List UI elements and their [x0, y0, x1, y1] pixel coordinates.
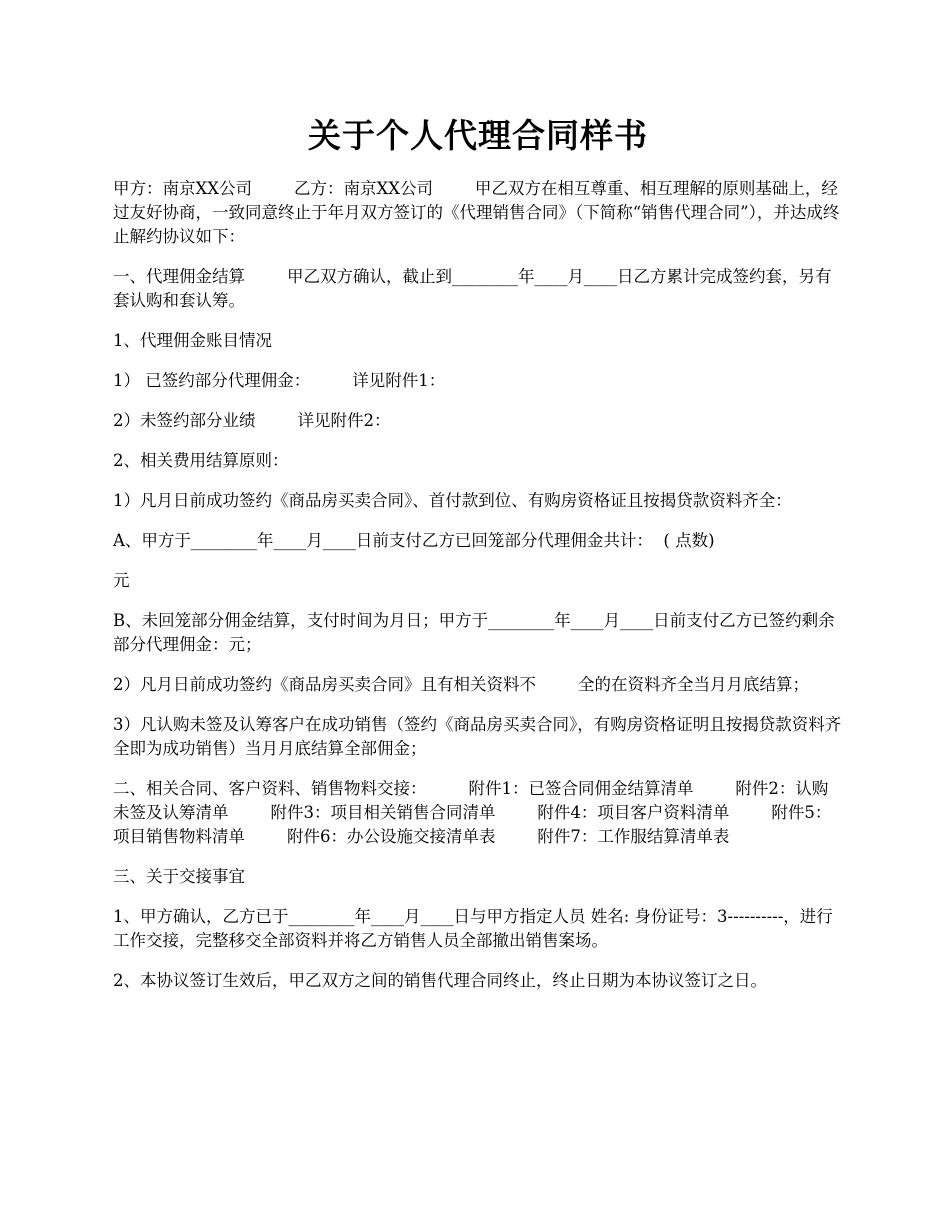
- paragraph-rule-3: 3）凡认购未签及认筹客户在成功销售（签约《商品房买卖合同》，有购房资格证明且按揭贷款资料齐全即为成功销售）当月月底结算全部佣金；: [113, 715, 842, 758]
- paragraph-signed-commission: 1） 已签约部分代理佣金： 详见附件1：: [113, 371, 446, 390]
- paragraph-rule-2: 2）凡月日前成功签约《商品房买卖合同》且有相关资料不 全的在资料齐全当月月底结算；: [113, 675, 809, 694]
- paragraph-handover-heading: 三、关于交接事宜: [113, 867, 245, 886]
- paragraph-commission-accounts-heading: 1、代理佣金账目情况: [113, 331, 272, 350]
- paragraph-commission-settlement: 一、代理佣金结算 甲乙双方确认，截止到________年____月____日乙方累计完成签约套，另有套认购和套认筹。: [113, 267, 832, 310]
- paragraph-settlement-principles-heading: 2、相关费用结算原则：: [113, 451, 289, 470]
- document-page: [113, 112, 843, 993]
- paragraph-termination-effective: 2、本协议签订生效后，甲乙双方之间的销售代理合同终止，终止日期为本协议签订之日。: [113, 971, 767, 990]
- paragraph-item-a: A、甲方于________年____月____日前支付乙方已回笼部分代理佣金共计： ( 点数): [113, 531, 715, 550]
- paragraph-handover-confirmation: 1、甲方确认，乙方已于________年____月____日与甲方指定人员 姓名: 身份证号：3----------，进行工作交接，完整移交全部资料并将乙方销售人员全部撤出销售案场。: [113, 907, 833, 950]
- document-title: 关于个人代理合同样书: [308, 116, 648, 155]
- paragraph-parties-preamble: 甲方：南京XX公司 乙方：南京XX公司 甲乙双方在相互尊重、相互理解的原则基础上，经过友好协商，一致同意终止于年月双方签订的《代理销售合同》（下简称“销售代理合同”），并达成终止解约协议如下：: [113, 179, 840, 246]
- paragraph-item-b: B、未回笼部分佣金结算，支付时间为月日；甲方于________年____月____日前支付乙方已签约剩余部分代理佣金：元；: [113, 611, 835, 654]
- paragraph-handover-attachments: 二、相关合同、客户资料、销售物料交接： 附件1：已签合同佣金结算清单 附件2：认购未签及认筹清单 附件3：项目相关销售合同清单 附件4：项目客户资料清单 附件5：项目销售物料清单 附件6：办公设施交接清单表 附件7：工作服结算清单表: [113, 779, 832, 846]
- paragraph-unsigned-performance: 2）未签约部分业绩 详见附件2：: [113, 411, 391, 430]
- paragraph-rule-1: 1）凡月日前成功签约《商品房买卖合同》、首付款到位、有购房资格证且按揭贷款资料齐全：: [113, 491, 792, 510]
- paragraph-yuan: 元: [113, 571, 130, 590]
